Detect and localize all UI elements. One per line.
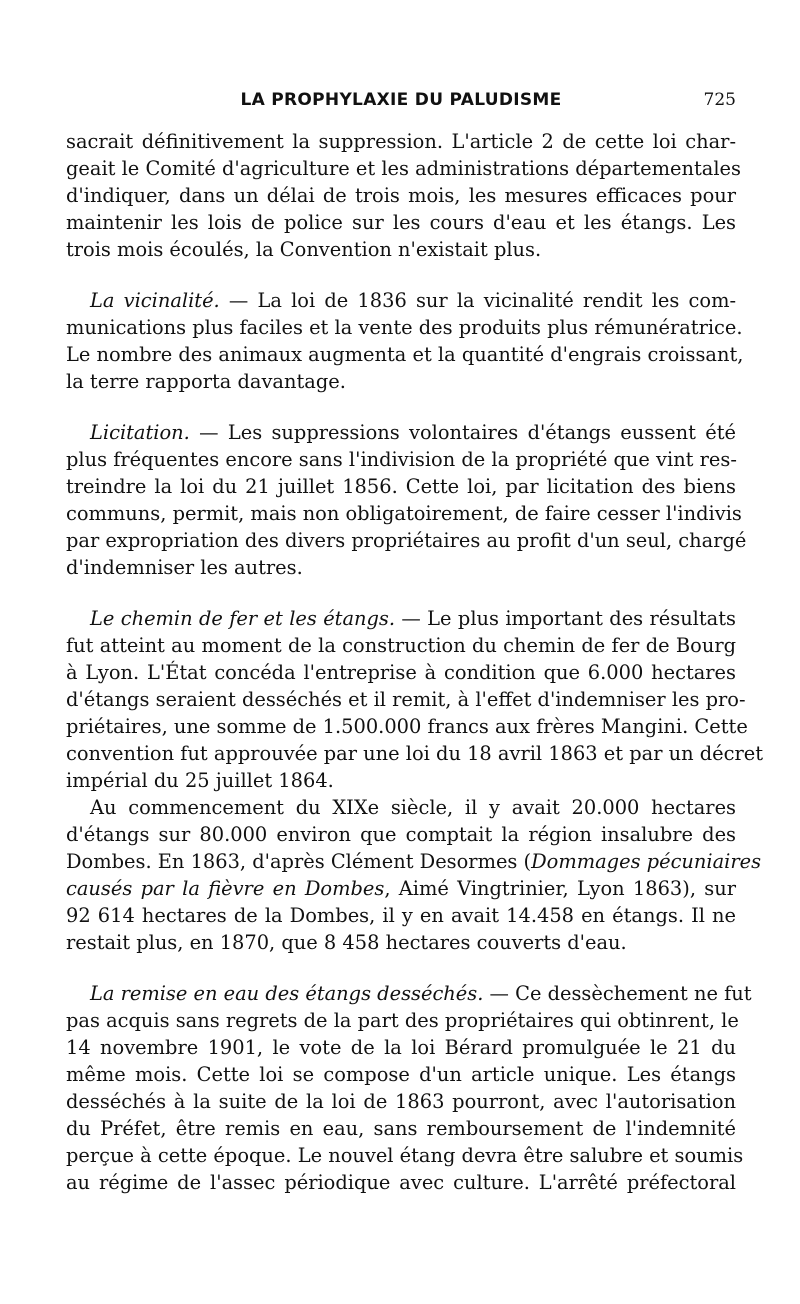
- section-heading: Licitation.: [90, 421, 190, 444]
- text-line: desséchés à la suite de la loi de 1863 pourront, avec l'autorisation: [66, 1090, 736, 1113]
- text-line: perçue à cette époque. Le nouvel étang devra être salubre et soumis: [66, 1144, 744, 1167]
- text-line: communs, permit, mais non obligatoirement, de faire cesser l'indivis: [66, 502, 742, 525]
- paragraph-licitation: [66, 419, 747, 581]
- text-line: Au commencement du XIXe siècle, il y avait 20.000 hectares: [90, 796, 736, 819]
- text-line: la terre rapporta davantage.: [66, 370, 346, 393]
- text-line: priétaires, une somme de 1.500.000 francs aux frères Mangini. Cette: [66, 715, 748, 738]
- text-fragment: — Les suppressions volontaires d'étangs eussent été: [189, 421, 736, 444]
- text-line: plus fréquentes encore sans l'indivision de la propriété que vint res-: [66, 448, 737, 471]
- body-text: [66, 128, 764, 1196]
- paragraph-vicinalite: [66, 287, 744, 395]
- text-line: [66, 875, 736, 902]
- text-line: d'étangs sur 80.000 environ que comptait la région insalubre des: [66, 823, 736, 846]
- text-line: même mois. Cette loi se compose d'un article unique. Les étangs: [66, 1063, 736, 1086]
- paragraph-remise-en-eau: [66, 980, 752, 1196]
- text-line: impérial du 25 juillet 1864.: [66, 769, 334, 792]
- text-line: d'indemniser les autres.: [66, 556, 303, 579]
- text-line: d'indiquer, dans un délai de trois mois, les mesures efficaces pour: [66, 184, 736, 207]
- text-line: à Lyon. L'État concéda l'entreprise à condition que 6.000 hectares: [66, 661, 736, 684]
- book-title-fragment: causés par la fièvre en Dombes: [66, 877, 385, 900]
- text-line: maintenir les lois de police sur les cours d'eau et les étangs. Les: [66, 211, 736, 234]
- book-title-fragment: Dommages pécuniaires: [531, 850, 762, 873]
- text-line: du Préfet, être remis en eau, sans remboursement de l'indemnité: [66, 1117, 736, 1140]
- text-line: [66, 980, 752, 1007]
- section-heading: La vicinalité.: [90, 289, 220, 312]
- text-line: [66, 605, 736, 632]
- text-line: [66, 848, 762, 875]
- text-line: treindre la loi du 21 juillet 1856. Cette loi, par licitation des biens: [66, 475, 736, 498]
- text-line: [66, 287, 736, 314]
- section-heading: La remise en eau des étangs desséchés.: [90, 982, 484, 1005]
- text-fragment: Dombes. En 1863, d'après Clément Desormes (: [66, 850, 532, 873]
- text-line: fut atteint au moment de la construction du chemin de fer de Bourg: [66, 634, 736, 657]
- running-title: LA PROPHYLAXIE DU PALUDISME: [240, 90, 562, 110]
- text-line: geait le Comité d'agriculture et les administrations départementales: [66, 157, 741, 180]
- text-line: sacrait définitivement la suppression. L'article 2 de cette loi char-: [66, 130, 736, 153]
- paragraph-hectares: [66, 794, 762, 956]
- page-header: [66, 86, 736, 116]
- text-line: munications plus faciles et la vente des produits plus rémunératrice.: [66, 316, 743, 339]
- section-heading: Le chemin de fer et les étangs.: [90, 607, 396, 630]
- text-line: [66, 419, 736, 446]
- text-fragment: — La loi de 1836 sur la vicinalité rendit les com-: [219, 289, 737, 312]
- text-line: convention fut approuvée par une loi du 18 avril 1863 et par un décret: [66, 742, 764, 765]
- text-fragment: — Le plus important des résultats: [395, 607, 736, 630]
- text-line: d'étangs seraient desséchés et il remit, à l'effet d'indemniser les pro-: [66, 688, 746, 711]
- text-line: au régime de l'assec périodique avec culture. L'arrêté préfectoral: [66, 1171, 736, 1194]
- paragraph-chemin-de-fer: [66, 605, 764, 794]
- paragraph-convention: [66, 128, 741, 263]
- text-line: Le nombre des animaux augmenta et la quantité d'engrais croissant,: [66, 343, 744, 366]
- text-line: pas acquis sans regrets de la part des propriétaires qui obtinrent, le: [66, 1009, 739, 1032]
- text-fragment: — Ce dessèchement ne fut: [483, 982, 752, 1005]
- text-line: trois mois écoulés, la Convention n'existait plus.: [66, 238, 542, 261]
- text-fragment: , Aimé Vingtrinier, Lyon 1863), sur: [384, 877, 736, 900]
- text-line: 14 novembre 1901, le vote de la loi Bérard promulguée le 21 du: [66, 1036, 736, 1059]
- text-line: par expropriation des divers propriétaires au profit d'un seul, chargé: [66, 529, 747, 552]
- text-line: 92 614 hectares de la Dombes, il y en avait 14.458 en étangs. Il ne: [66, 904, 736, 927]
- text-line: restait plus, en 1870, que 8 458 hectares couverts d'eau.: [66, 931, 627, 954]
- page-number: 725: [703, 90, 736, 110]
